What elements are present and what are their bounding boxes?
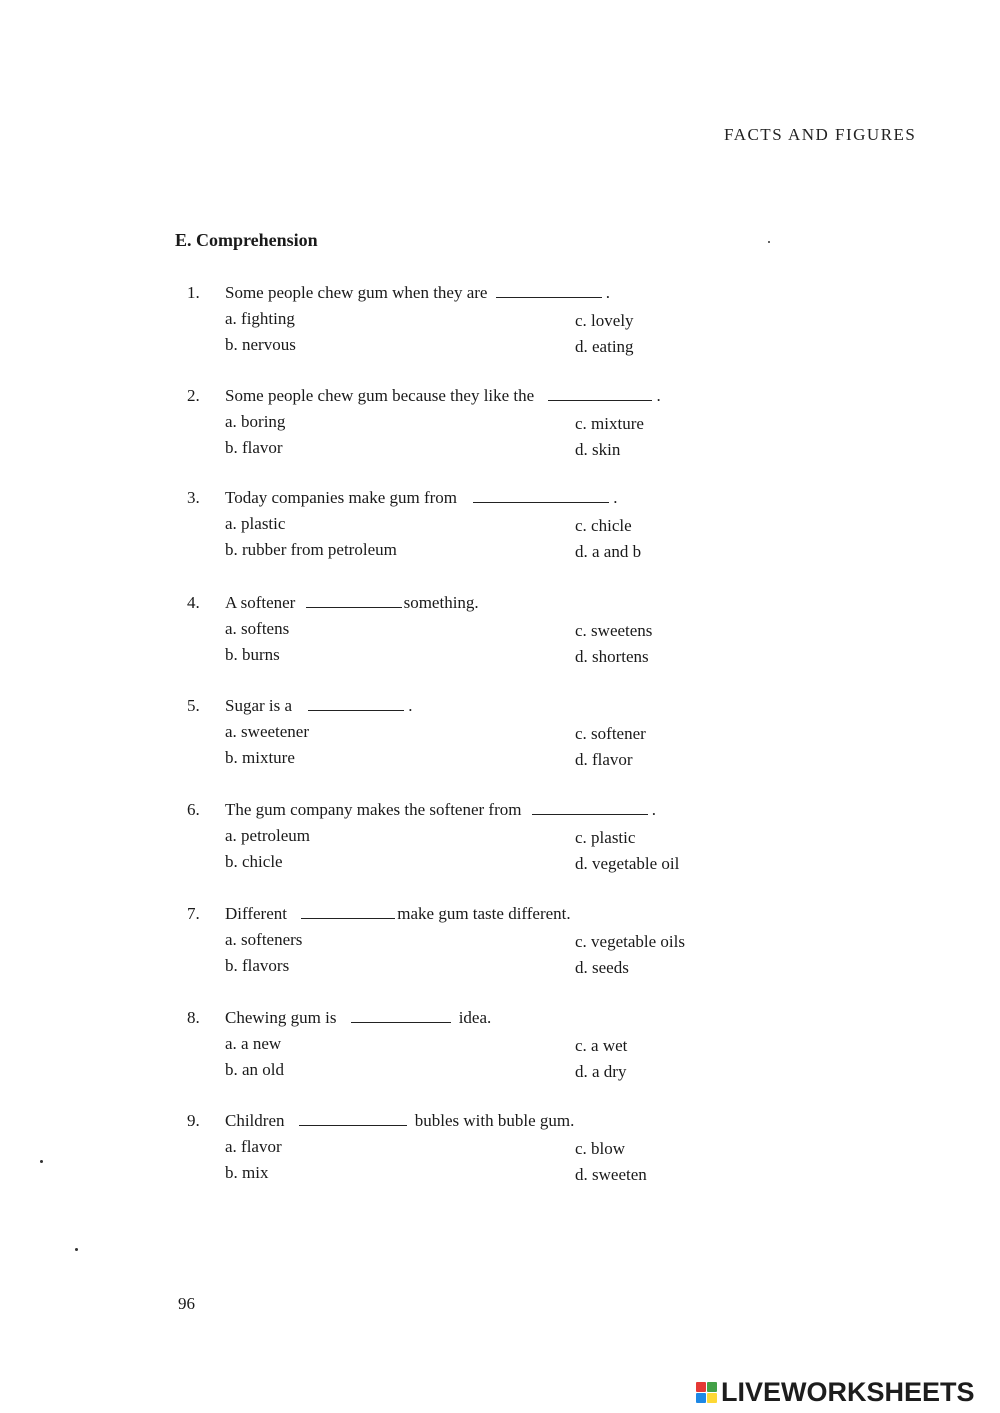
answer-blank[interactable]: [308, 696, 404, 711]
option-d[interactable]: d. a and b: [575, 542, 642, 561]
question-number: 5.: [187, 696, 200, 715]
question-number: 2.: [187, 386, 200, 405]
option-b[interactable]: b. chicle: [225, 852, 283, 871]
option-a[interactable]: a. boring: [225, 412, 286, 431]
option-c[interactable]: c. a wet: [575, 1036, 628, 1055]
answer-blank[interactable]: [496, 283, 602, 298]
question-number: 6.: [187, 800, 200, 819]
question-8: [0, 1008, 1000, 1088]
liveworksheets-logo[interactable]: [696, 1377, 975, 1408]
option-a[interactable]: a. petroleum: [225, 826, 310, 845]
question-text: [225, 696, 413, 716]
question-text: [225, 800, 656, 820]
question-2: [0, 386, 1000, 466]
question-text-after: .: [651, 800, 656, 819]
logo-square-red: [696, 1382, 706, 1392]
scan-speck: [75, 1248, 78, 1251]
option-a[interactable]: a. flavor: [225, 1137, 282, 1156]
question-text-before: Today companies make gum from: [225, 488, 458, 507]
question-text-after: .: [613, 488, 618, 507]
answer-blank[interactable]: [299, 1111, 407, 1126]
answer-blank[interactable]: [351, 1008, 451, 1023]
running-header: FACTS AND FIGURES: [724, 125, 917, 144]
question-text-before: Sugar is a: [225, 696, 293, 715]
page-number: 96: [178, 1294, 195, 1313]
question-5: [0, 696, 1000, 776]
option-a[interactable]: a. plastic: [225, 514, 286, 533]
question-text: [225, 1008, 491, 1028]
question-text: [225, 904, 571, 924]
option-c[interactable]: c. chicle: [575, 516, 632, 535]
question-6: [0, 800, 1000, 880]
question-text: [225, 488, 618, 508]
option-b[interactable]: b. an old: [225, 1060, 285, 1079]
question-number: 3.: [187, 488, 200, 507]
question-text-after: .: [656, 386, 661, 405]
answer-blank[interactable]: [532, 800, 648, 815]
logo-text: LIVEWORKSHEETS: [721, 1377, 975, 1407]
answer-blank[interactable]: [548, 386, 652, 401]
option-d[interactable]: d. eating: [575, 337, 634, 356]
question-1: [0, 283, 1000, 363]
question-text-after: something.: [403, 593, 479, 612]
option-c[interactable]: c. vegetable oils: [575, 932, 685, 951]
option-d[interactable]: d. skin: [575, 440, 621, 459]
question-text-after: .: [408, 696, 413, 715]
question-number: 9.: [187, 1111, 200, 1130]
option-b[interactable]: b. mixture: [225, 748, 295, 767]
option-d[interactable]: d. shortens: [575, 647, 649, 666]
option-a[interactable]: a. softens: [225, 619, 290, 638]
option-c[interactable]: c. plastic: [575, 828, 636, 847]
question-text-before: Different: [225, 904, 287, 923]
option-c[interactable]: c. blow: [575, 1139, 626, 1158]
scan-speck: [40, 1160, 43, 1163]
question-number: 7.: [187, 904, 200, 923]
option-b[interactable]: b. flavors: [225, 956, 290, 975]
question-text: [225, 1111, 574, 1131]
option-a[interactable]: a. sweetener: [225, 722, 310, 741]
option-a[interactable]: a. fighting: [225, 309, 295, 328]
option-c[interactable]: c. softener: [575, 724, 646, 743]
section-title: E. Comprehension: [175, 230, 318, 250]
option-d[interactable]: d. sweeten: [575, 1165, 647, 1184]
question-9: [0, 1111, 1000, 1191]
question-text: [225, 593, 479, 613]
question-text-after: make gum taste different.: [397, 904, 571, 923]
question-text-before: The gum company makes the softener from: [225, 800, 522, 819]
option-d[interactable]: d. flavor: [575, 750, 633, 769]
option-b[interactable]: b. nervous: [225, 335, 296, 354]
question-4: [0, 593, 1000, 673]
question-text-after: bubles with buble gum.: [414, 1111, 575, 1130]
option-b[interactable]: b. mix: [225, 1163, 269, 1182]
question-text-before: A softener: [225, 593, 296, 612]
question-7: [0, 904, 1000, 984]
question-text-before: Children: [225, 1111, 285, 1130]
option-b[interactable]: b. burns: [225, 645, 280, 664]
option-d[interactable]: d. vegetable oil: [575, 854, 680, 873]
option-a[interactable]: a. a new: [225, 1034, 282, 1053]
question-text-before: Some people chew gum when they are: [225, 283, 488, 302]
scan-speck: [768, 241, 770, 243]
question-number: 4.: [187, 593, 200, 612]
option-c[interactable]: c. sweetens: [575, 621, 653, 640]
logo-square-green: [707, 1382, 717, 1392]
answer-blank[interactable]: [301, 904, 395, 919]
option-b[interactable]: b. flavor: [225, 438, 283, 457]
question-3: [0, 488, 1000, 568]
question-text-before: Some people chew gum because they like the: [225, 386, 535, 405]
logo-grid-icon: [696, 1382, 717, 1403]
option-d[interactable]: d. a dry: [575, 1062, 627, 1081]
logo-square-yellow: [707, 1393, 717, 1403]
question-text-after: .: [605, 283, 610, 302]
option-a[interactable]: a. softeners: [225, 930, 303, 949]
question-text-after: idea.: [458, 1008, 492, 1027]
question-text-before: Chewing gum is: [225, 1008, 337, 1027]
question-text: [225, 386, 661, 406]
option-c[interactable]: c. lovely: [575, 311, 634, 330]
option-b[interactable]: b. rubber from petroleum: [225, 540, 397, 559]
logo-square-blue: [696, 1393, 706, 1403]
question-text: [225, 283, 610, 303]
option-c[interactable]: c. mixture: [575, 414, 644, 433]
question-number: 1.: [187, 283, 200, 302]
question-number: 8.: [187, 1008, 200, 1027]
answer-blank[interactable]: [306, 593, 402, 608]
answer-blank[interactable]: [473, 488, 609, 503]
option-d[interactable]: d. seeds: [575, 958, 629, 977]
